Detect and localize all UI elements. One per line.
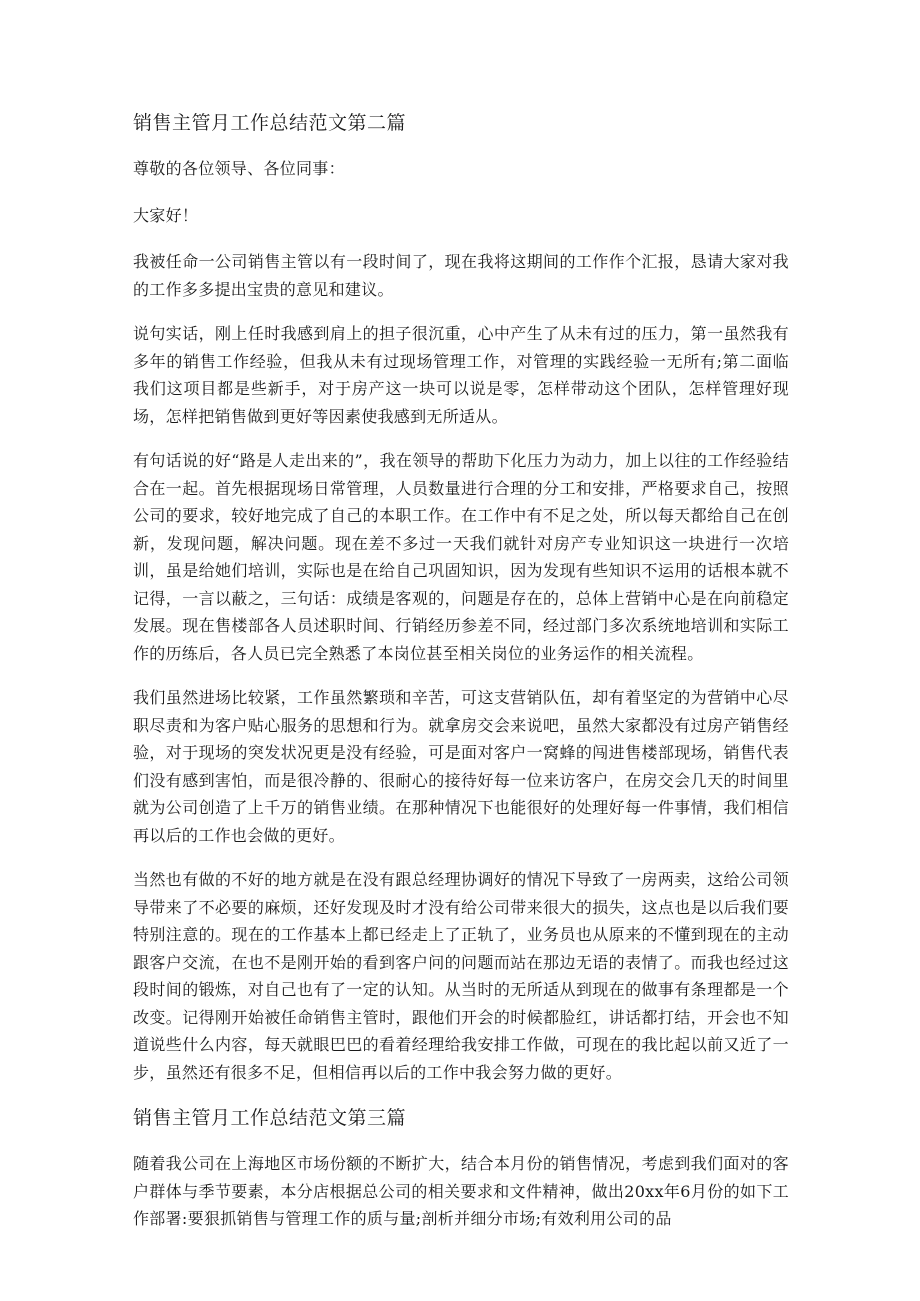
paragraph-1: 我被任命一公司销售主管以有一段时间了，现在我将这期间的工作作个汇报，恳请大家对我的工作多多提出宝贵的意见和建议。 [133,252,789,299]
section-title-second: 销售主管月工作总结范文第二篇 [133,112,407,134]
paragraph-3: 有句话说的好“路是人走出来的”，我在领导的帮助下化压力为动力，加上以往的工作经验结合在一起。首先根据现场日常管理，人员数量进行合理的分工和安排，严格要求自己，按照公司的要求，较好地完成了自己的本职工作。在工作中有不足之处，所以每天都给自己在创新，发现问题，解决问题。现在差不多过一天我们就针对房产专业知识这一块进行一次培训，虽是给她们培训，实际也是在给自己巩固知识，因为发现有些知识不运用的话根本就不记得，一言以蔽之，三句话：成绩是客观的，问题是存在的，总体上营销中心是在向前稳定发展。现在售楼部各人员述职时间、行销经历参差不同，经过部门多次系统地培训和实际工作的历练后，各人员已完全熟悉了本岗位甚至相关岗位的业务运作的相关流程。 [133,451,789,663]
hello-line: 大家好！ [133,205,199,225]
paragraph-4: 我们虽然进场比较紧，工作虽然繁琐和辛苦，可这支营销队伍，却有着坚定的为营销中心尽职尽责和为客户贴心服务的思想和行为。就拿房交会来说吧，虽然大家都没有过房产销售经验，对于现场的突发状况更是没有经验，可是面对客户一窝蜂的闯进售楼部现场，销售代表们没有感到害怕，而是很冷静的、很耐心的接待好每一位来访客户，在房交会几天的时间里就为公司创造了上千万的销售业绩。在那种情况下也能很好的处理好每一件事情，我们相信再以后的工作也会做的更好。 [133,688,789,845]
section-title-third: 销售主管月工作总结范文第三篇 [133,1107,407,1129]
document-page [133,108,789,1250]
paragraph-6: 随着我公司在上海地区市场份额的不断扩大，结合本月份的销售情况，考虑到我们面对的客户群体与季节要素，本分店根据总公司的相关要求和文件精神，做出20xx年6月份的如下工作部署:要狠抓销售与管理工作的质与量;剖析并细分市场;有效利用公司的品 [133,1154,789,1228]
greeting-line: 尊敬的各位领导、各位同事： [133,159,345,178]
paragraph-5: 当然也有做的不好的地方就是在没有跟总经理协调好的情况下导致了一房两卖，这给公司领导带来了不必要的麻烦，还好发现及时才没有给公司带来很大的损失，这点也是以后我们要特别注意的。现在的工作基本上都已经走上了正轨了，业务员也从原来的不懂到现在的主动跟客户交流，在也不是刚开始的看到客户问的问题而站在那边无语的表情了。而我也经过这段时间的锻炼，对自己也有了一定的认知。从当时的无所适从到现在的做事有条理都是一个改变。记得刚开始被任命销售主管时，跟他们开会的时候都脸红，讲话都打结，开会也不知道说些什么内容，每天就眼巴巴的看着经理给我安排工作做，可现在的我比起以前又近了一步，虽然还有很多不足，但相信再以后的工作中我会努力做的更好。 [133,870,789,1082]
paragraph-2: 说句实话，刚上任时我感到肩上的担子很沉重，心中产生了从未有过的压力，第一虽然我有多年的销售工作经验，但我从未有过现场管理工作，对管理的实践经验一无所有;第二面临我们这项目都是些新手，对于房产这一块可以说是零，怎样带动这个团队，怎样管理好现场，怎样把销售做到更好等因素使我感到无所适从。 [133,324,789,426]
